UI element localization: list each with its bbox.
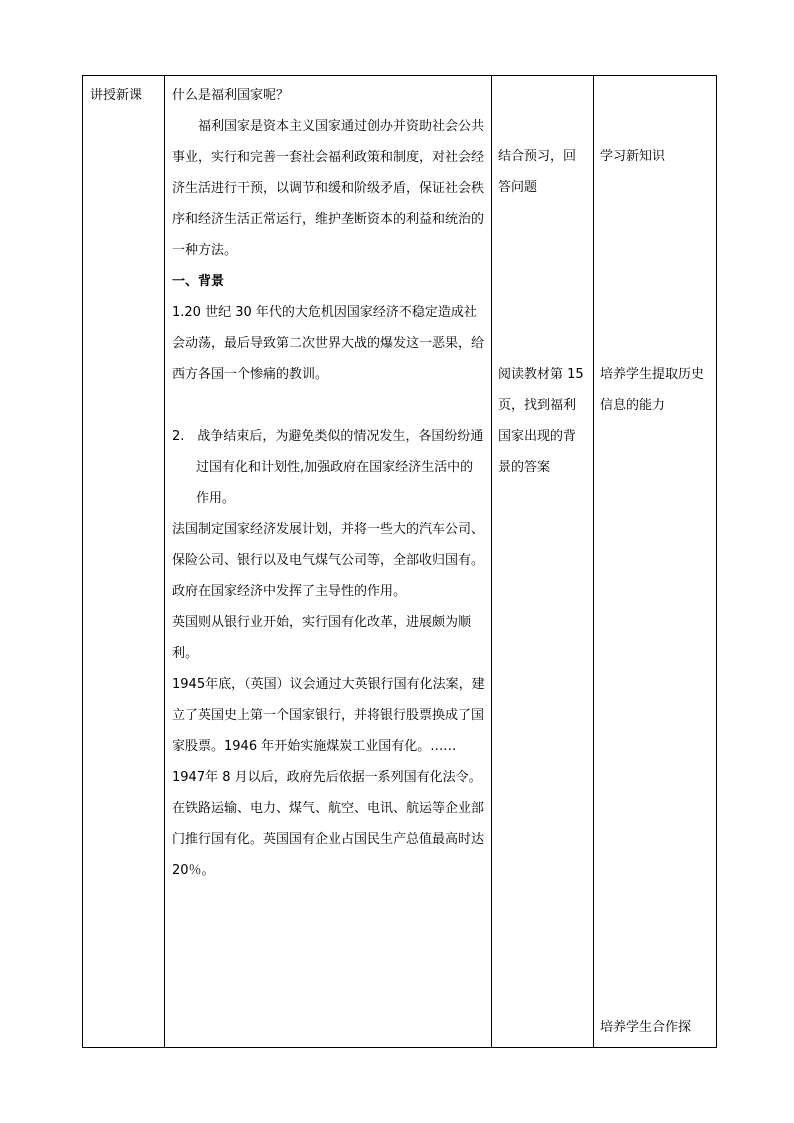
design-intent-2: 培养学生提取历史信息的能力 (600, 367, 705, 413)
student-activity-cell (492, 76, 594, 1048)
design-intent-cell (594, 76, 717, 1048)
table-row (83, 76, 717, 1048)
stage-cell (83, 76, 165, 1048)
design-intent-3: 培养学生合作探 (600, 1020, 692, 1035)
content-cell (165, 76, 492, 1048)
stage-label: 讲授新课 (90, 88, 143, 103)
france-paragraph: 法国制定国家经济发展计划，并将一些大的汽车公司、保险公司、银行以及电气煤气公司等，全部收归国有。政府在国家经济中发挥了主导性的作用。 (172, 522, 485, 599)
background-point-2: 2. 战争结束后，为避免类似的情况发生，各国纷纷通过国有化和计划性,加强政府在国家经济生活中的作用。 (172, 429, 484, 506)
britain-paragraph: 英国则从银行业开始，实行国有化改革，进展颇为顺利。 (172, 615, 472, 661)
lesson-plan-table (82, 75, 717, 1048)
student-activity-1: 结合预习，回答问题 (498, 149, 577, 195)
background-point-1: 1.20 世纪 30 年代的大危机因国家经济不稳定造成社会动荡，最后导致第二次世界大战的爆发这一恶果，给西方各国一个惨痛的教训。 (172, 305, 485, 382)
britain-detail-paragraph: 1945年底，（英国）议会通过大英银行国有化法案，建立了英国史上第一个国家银行，并将银行股票换成了国家股票。1946 年开始实施煤炭工业国有化。……1947年 8 月以后，政府先后依据一系列国有化法令。在铁路运输、电力、煤气、航空、电讯、航运等企业部门推行国有化。英国国有企业占国民生产总值最高时达 20％。 (172, 677, 485, 878)
question-text: 什么是福利国家呢？ (172, 88, 290, 103)
design-intent-1: 学习新知识 (600, 149, 666, 164)
definition-paragraph: 福利国家是资本主义国家通过创办并资助社会公共事业，实行和完善一套社会福利政策和制度，对社会经济生活进行干预，以调节和缓和阶级矛盾，保证社会秩序和经济生活正常运行，维护垄断资本的利益和统治的一种方法。 (172, 119, 485, 258)
student-activity-2: 阅读教材第 15 页，找到福利国家出现的背景的答案 (498, 367, 584, 475)
section-heading: 一、背景 (172, 274, 225, 289)
